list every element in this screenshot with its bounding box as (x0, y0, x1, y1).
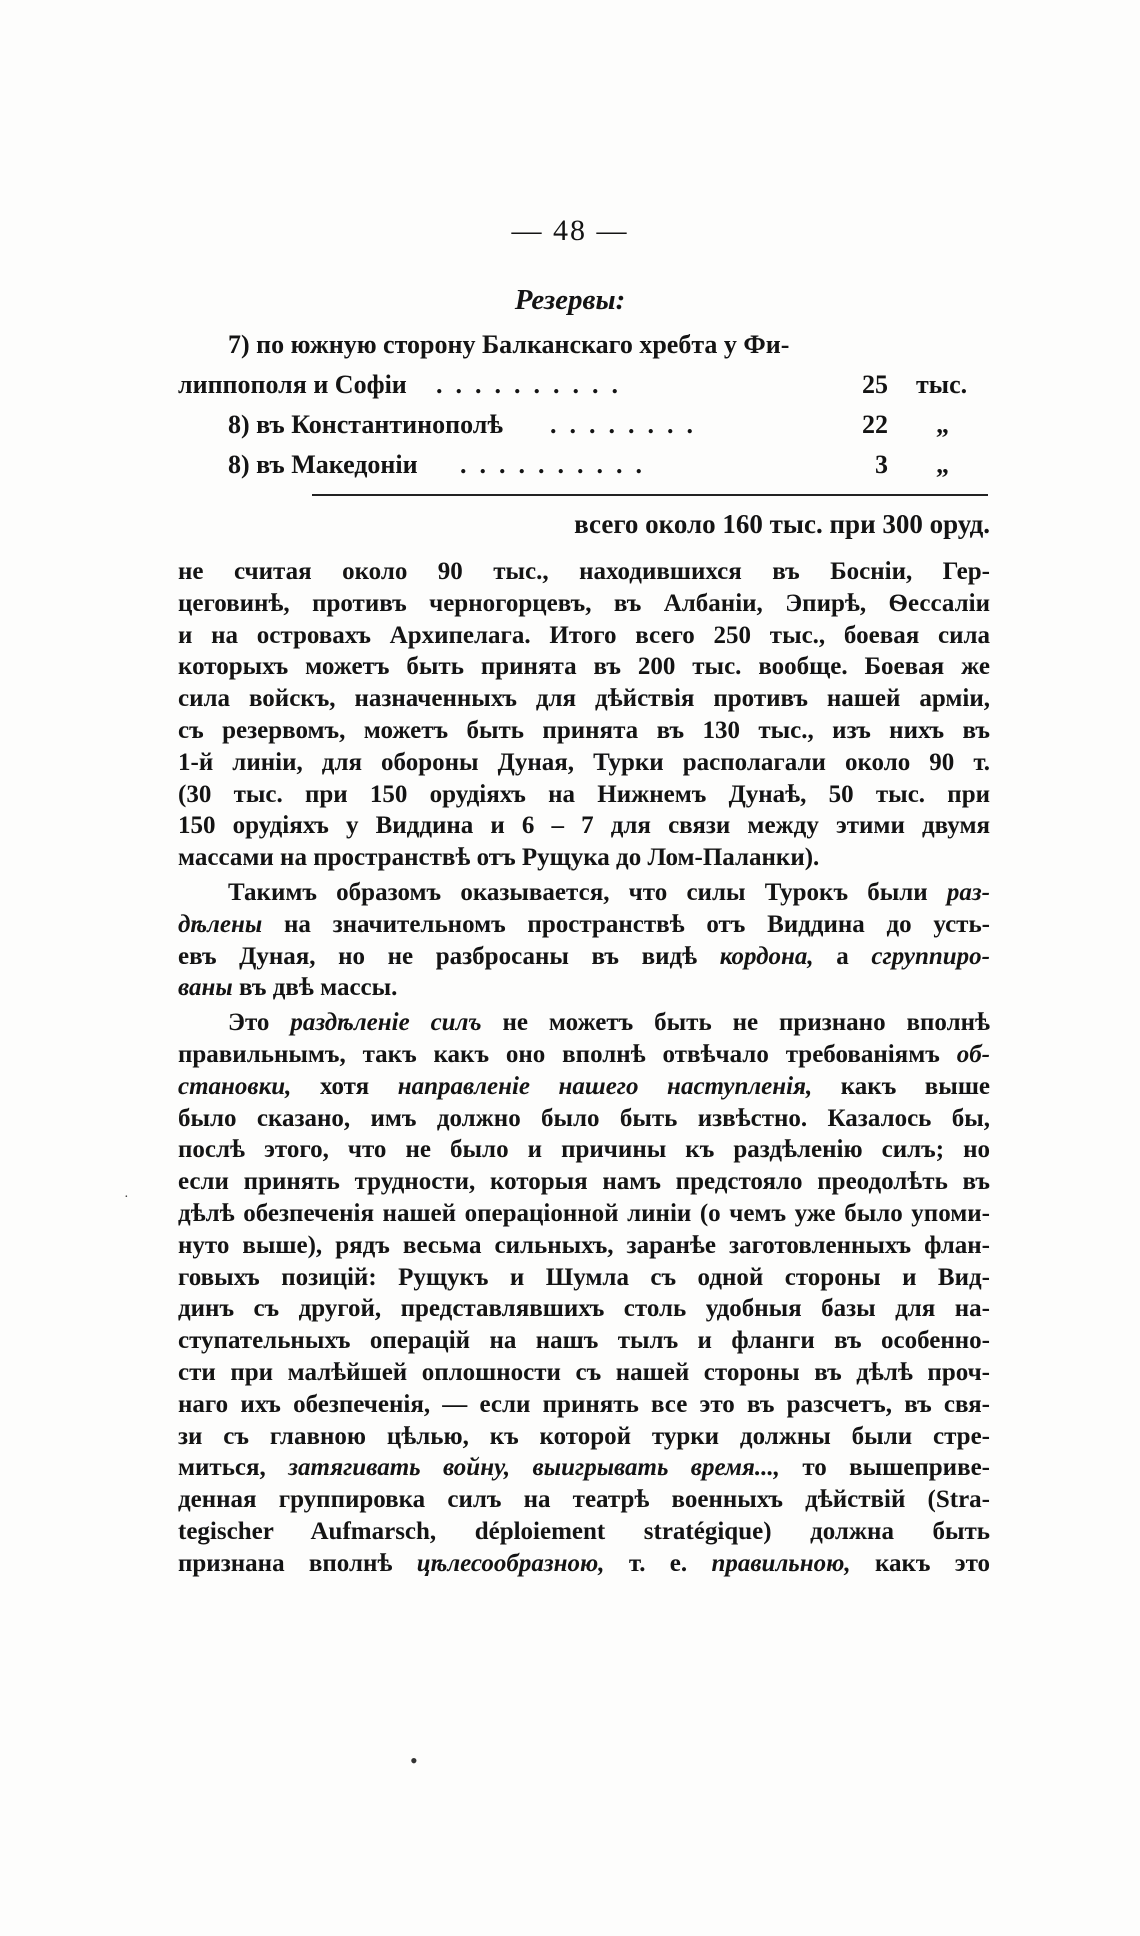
reserves-total: всего около 160 тыс. при 300 оруд. (574, 509, 990, 539)
paragraph-1 (178, 556, 990, 874)
emphasis: дѣлены (178, 910, 263, 938)
text-line: денная группировка силъ на театрѣ военныхъ дѣйствій (Stra- (178, 1486, 990, 1514)
text-line: которыхъ можетъ быть принята въ 200 тыс. вообще. Боевая же (178, 653, 990, 681)
text-line: ступательныхъ операцій на нашъ тылъ и фланги въ особенно- (178, 1327, 990, 1355)
reserve-value: 22 (862, 410, 888, 439)
body-text (178, 556, 990, 1580)
emphasis: раз- (946, 878, 990, 906)
print-speck: • (410, 1748, 418, 1773)
text-line: зи съ главною цѣлью, къ которой турки должны были стре- (178, 1422, 990, 1450)
emphasis: раздѣленіе силъ (290, 1009, 482, 1037)
text-line: дѣлѣ обезпеченія нашей операціонной линіи (о чемъ уже было упоми- (178, 1199, 990, 1227)
text-line: tegischer Aufmarsch, déploiement stratégique) должна быть (178, 1517, 990, 1545)
emphasis: ваны (178, 974, 233, 1002)
text-line: 1-й линіи, для обороны Дуная, Турки располагали около 90 т. (178, 748, 990, 776)
emphasis: направленіе нашего наступленія, (397, 1072, 813, 1100)
text-line: сила войскъ, назначенныхъ для дѣйствія противъ нашей арміи, (178, 685, 990, 713)
text-line: если принять трудности, которыя намъ предстояло преодолѣть въ (178, 1168, 990, 1196)
text-line: становки, хотя направленіе нашего наступленія, какъ выше (178, 1072, 991, 1100)
text-line: признана вполнѣ цѣлесообразною, т. е. правильною, какъ это (178, 1549, 991, 1577)
print-speck: · (124, 1190, 129, 1205)
reserve-item-7-line1: 7) по южную сторону Балканскаго хребта у Фи- (228, 330, 790, 359)
text-line: 150 орудіяхъ у Виддина и 6 – 7 для связи между этими двумя (178, 812, 990, 840)
text-line: миться, затягивать войну, выигрывать время..., то вышеприве- (178, 1454, 990, 1482)
text-line: динъ съ другой, представлявшихъ столь удобныя базы для на- (178, 1295, 990, 1323)
emphasis: сгруппиро- (871, 942, 991, 970)
text-line: евъ Дуная, но не разбросаны въ видѣ кордона, а сгруппиро- (178, 942, 991, 970)
text-line: нуто выше), рядъ весьма сильныхъ, заранѣе заготовленныхъ флан- (178, 1231, 990, 1259)
text-line: массами на пространствѣ отъ Рущука до Лом-Паланки). (178, 844, 820, 872)
reserve-value: 25 (862, 370, 888, 399)
text-line: говыхъ позицій: Рущукъ и Шумла съ одной стороны и Вид- (178, 1263, 990, 1291)
page-number: — 48 — (511, 214, 629, 247)
text-line: было сказано, имъ должно было быть извѣстно. Казалось бы, (178, 1104, 990, 1132)
reserve-item-8-constantinople: 8) въ Константинополѣ ........ 22 „ (178, 405, 990, 445)
emphasis: цѣлесообразною, (416, 1549, 605, 1577)
reserve-unit: тыс. (916, 370, 968, 399)
emphasis: правильною, (711, 1549, 851, 1577)
text-line: сти при малѣйшей оплошности съ нашей стороны въ дѣлѣ проч- (178, 1358, 990, 1386)
text-line: Такимъ образомъ оказывается, что силы Турокъ были раз- (228, 878, 990, 906)
text-line: наго ихъ обезпеченія, — если принять все это въ разсчетъ, въ свя- (178, 1390, 990, 1418)
text-line: съ резервомъ, можетъ быть принята въ 130 тыс., изъ нихъ въ (178, 716, 990, 744)
paragraph-2 (178, 877, 990, 1004)
text-line: ваны въ двѣ массы. (178, 974, 398, 1002)
text-line: (30 тыс. при 150 орудіяхъ на Нижнемъ Дунаѣ, 50 тыс. при (178, 780, 990, 808)
reserve-value: 3 (875, 450, 888, 479)
reserve-item-7-line2: липпополя и Софіи .......... 25 тыс. (178, 365, 990, 405)
reserves-title: Резервы: (514, 284, 626, 316)
emphasis: затягивать войну, выигрывать время..., (288, 1454, 780, 1482)
paragraph-3 (178, 1007, 990, 1579)
text-line: цеговинѣ, противъ черногорцевъ, въ Албаніи, Эпирѣ, Ѳессаліи (178, 589, 990, 617)
sum-rule (312, 494, 988, 496)
text-line: и на островахъ Архипелага. Итого всего 250 тыс., боевая сила (178, 621, 990, 649)
emphasis: об- (956, 1040, 991, 1068)
text-line: не считая около 90 тыс., находившихся въ Босніи, Гер- (178, 558, 990, 585)
text-line: Это раздѣленіе силъ не можетъ быть не признано вполнѣ (228, 1009, 990, 1037)
text-line: дѣлены на значительномъ пространствѣ отъ Виддина до усть- (178, 910, 991, 938)
text-line: правильнымъ, такъ какъ оно вполнѣ отвѣчало требованіямъ об- (178, 1040, 991, 1068)
reserve-unit: „ (936, 410, 949, 439)
reserve-item-8-macedonia: 8) въ Македоніи .......... 3 „ (178, 445, 990, 485)
emphasis: кордона, (719, 942, 814, 970)
emphasis: становки, (178, 1072, 292, 1100)
reserve-unit: „ (936, 450, 949, 479)
text-line: послѣ этого, что не было и причины къ раздѣленію силъ; но (178, 1136, 990, 1164)
